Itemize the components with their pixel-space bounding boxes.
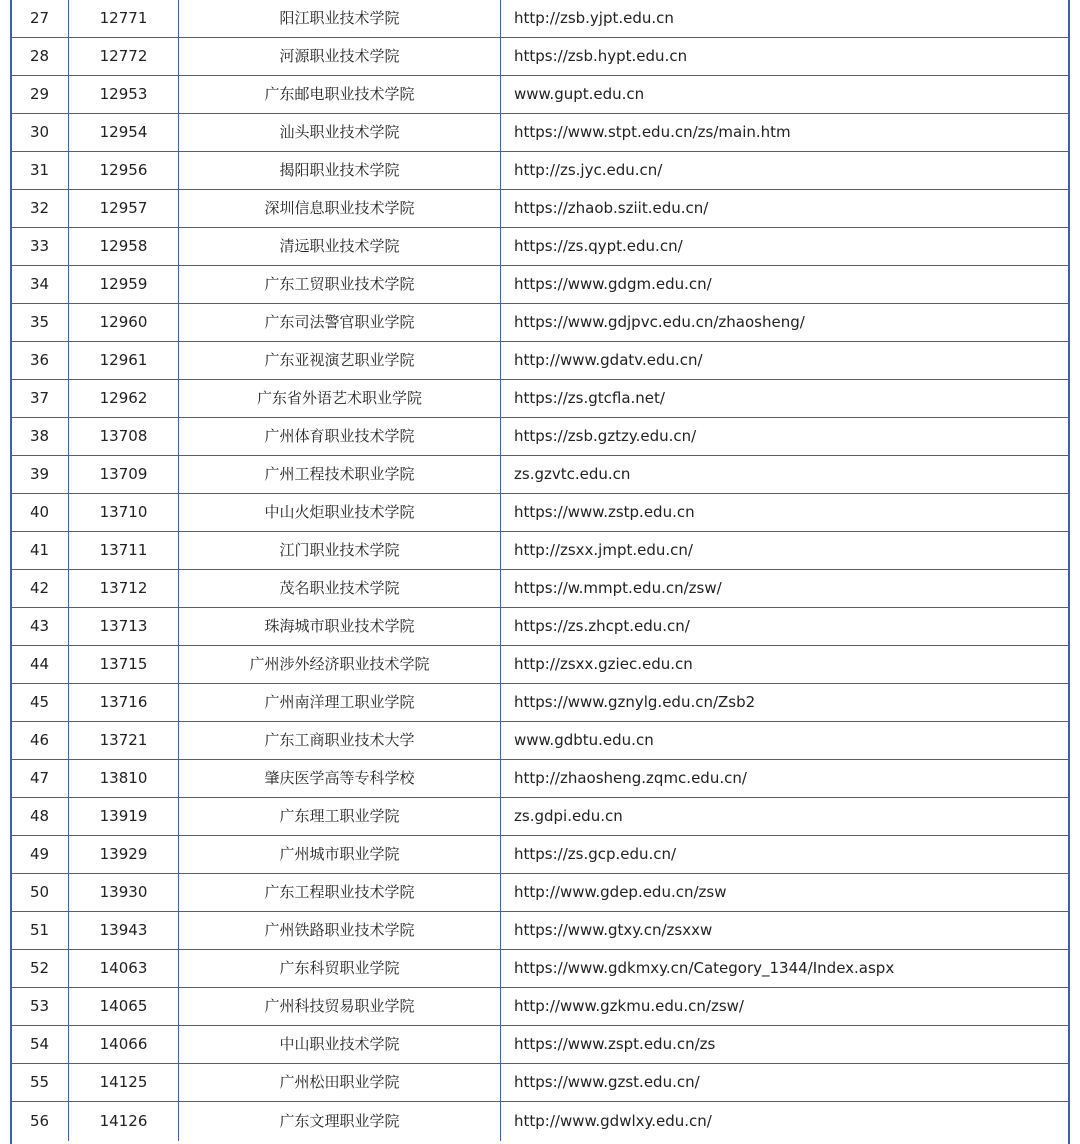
table-row: [11, 532, 1070, 570]
row-number-cell: 44: [11, 646, 69, 684]
institution-code-cell: 13716: [69, 684, 179, 722]
table-row: [11, 760, 1070, 798]
institution-code-cell: 12959: [69, 266, 179, 304]
table-row: [11, 304, 1070, 342]
table-row: [11, 342, 1070, 380]
row-number-cell: 41: [11, 532, 69, 570]
institution-name-cell: 深圳信息职业技术学院: [179, 190, 501, 228]
admissions-url-cell: http://www.gzkmu.edu.cn/zsw/: [501, 988, 1070, 1026]
institution-name-cell: 广东工贸职业技术学院: [179, 266, 501, 304]
admissions-url-cell: https://www.zstp.edu.cn: [501, 494, 1070, 532]
row-number-cell: 29: [11, 76, 69, 114]
table-row: [11, 798, 1070, 836]
table-body: [11, 0, 1070, 1141]
institution-name-cell: 广州科技贸易职业学院: [179, 988, 501, 1026]
admissions-url-cell: http://zsxx.gziec.edu.cn: [501, 646, 1070, 684]
row-number-cell: 27: [11, 0, 69, 38]
table-row: [11, 190, 1070, 228]
institution-code-cell: 12771: [69, 0, 179, 38]
institution-name-cell: 广东省外语艺术职业学院: [179, 380, 501, 418]
admissions-url-cell: http://www.gdatv.edu.cn/: [501, 342, 1070, 380]
institution-name-cell: 广东邮电职业技术学院: [179, 76, 501, 114]
admissions-url-cell: https://zs.qypt.edu.cn/: [501, 228, 1070, 266]
institution-code-cell: 13712: [69, 570, 179, 608]
row-number-cell: 51: [11, 912, 69, 950]
table-row: [11, 684, 1070, 722]
table-row: [11, 950, 1070, 988]
institution-name-cell: 清远职业技术学院: [179, 228, 501, 266]
admissions-url-cell: https://www.gtxy.cn/zsxxw: [501, 912, 1070, 950]
institution-name-cell: 广东工商职业技术大学: [179, 722, 501, 760]
institution-name-cell: 江门职业技术学院: [179, 532, 501, 570]
row-number-cell: 42: [11, 570, 69, 608]
institution-code-cell: 14063: [69, 950, 179, 988]
row-number-cell: 54: [11, 1026, 69, 1064]
institution-name-cell: 广东亚视演艺职业学院: [179, 342, 501, 380]
institution-code-cell: 13708: [69, 418, 179, 456]
institution-code-cell: 14126: [69, 1102, 179, 1142]
table-row: [11, 836, 1070, 874]
admissions-url-cell: https://www.zspt.edu.cn/zs: [501, 1026, 1070, 1064]
institution-name-cell: 河源职业技术学院: [179, 38, 501, 76]
admissions-url-cell: www.gupt.edu.cn: [501, 76, 1070, 114]
admissions-url-cell: https://www.gzst.edu.cn/: [501, 1064, 1070, 1102]
row-number-cell: 32: [11, 190, 69, 228]
admissions-table: [10, 0, 1070, 1141]
admissions-url-cell: https://zs.zhcpt.edu.cn/: [501, 608, 1070, 646]
institution-name-cell: 广东理工职业学院: [179, 798, 501, 836]
institution-code-cell: 12956: [69, 152, 179, 190]
table-row: [11, 266, 1070, 304]
institution-code-cell: 13709: [69, 456, 179, 494]
row-number-cell: 46: [11, 722, 69, 760]
admissions-url-cell: https://zsb.hypt.edu.cn: [501, 38, 1070, 76]
row-number-cell: 40: [11, 494, 69, 532]
table-row: [11, 76, 1070, 114]
table-row: [11, 418, 1070, 456]
institution-name-cell: 汕头职业技术学院: [179, 114, 501, 152]
institution-code-cell: 13943: [69, 912, 179, 950]
institution-code-cell: 13713: [69, 608, 179, 646]
table-row: [11, 380, 1070, 418]
admissions-url-cell: http://zsb.yjpt.edu.cn: [501, 0, 1070, 38]
institution-name-cell: 茂名职业技术学院: [179, 570, 501, 608]
institution-name-cell: 阳江职业技术学院: [179, 0, 501, 38]
institution-code-cell: 12960: [69, 304, 179, 342]
institution-name-cell: 广东文理职业学院: [179, 1102, 501, 1142]
table-row: [11, 912, 1070, 950]
institution-code-cell: 13930: [69, 874, 179, 912]
institution-code-cell: 12957: [69, 190, 179, 228]
table-row: [11, 114, 1070, 152]
admissions-url-cell: http://zs.jyc.edu.cn/: [501, 152, 1070, 190]
institution-name-cell: 广州铁路职业技术学院: [179, 912, 501, 950]
row-number-cell: 33: [11, 228, 69, 266]
institution-name-cell: 中山职业技术学院: [179, 1026, 501, 1064]
table-row: [11, 722, 1070, 760]
admissions-url-cell: https://zs.gcp.edu.cn/: [501, 836, 1070, 874]
institution-code-cell: 13711: [69, 532, 179, 570]
admissions-url-cell: https://www.gdkmxy.cn/Category_1344/Index.aspx: [501, 950, 1070, 988]
institution-code-cell: 12958: [69, 228, 179, 266]
row-number-cell: 39: [11, 456, 69, 494]
row-number-cell: 28: [11, 38, 69, 76]
table-row: [11, 494, 1070, 532]
admissions-url-cell: zs.gdpi.edu.cn: [501, 798, 1070, 836]
institution-name-cell: 广州工程技术职业学院: [179, 456, 501, 494]
table-row: [11, 152, 1070, 190]
row-number-cell: 43: [11, 608, 69, 646]
institution-name-cell: 广州城市职业学院: [179, 836, 501, 874]
admissions-url-cell: https://zsb.gztzy.edu.cn/: [501, 418, 1070, 456]
admissions-url-cell: http://zsxx.jmpt.edu.cn/: [501, 532, 1070, 570]
table-row: [11, 988, 1070, 1026]
row-number-cell: 50: [11, 874, 69, 912]
admissions-url-cell: https://w.mmpt.edu.cn/zsw/: [501, 570, 1070, 608]
table-row: [11, 0, 1070, 38]
institution-code-cell: 13715: [69, 646, 179, 684]
institution-name-cell: 中山火炬职业技术学院: [179, 494, 501, 532]
institution-code-cell: 12772: [69, 38, 179, 76]
table-left-edge: [10, 0, 12, 1144]
row-number-cell: 45: [11, 684, 69, 722]
row-number-cell: 53: [11, 988, 69, 1026]
table-row: [11, 608, 1070, 646]
admissions-url-cell: https://zs.gtcfla.net/: [501, 380, 1070, 418]
institution-code-cell: 14066: [69, 1026, 179, 1064]
row-number-cell: 49: [11, 836, 69, 874]
table-row: [11, 646, 1070, 684]
row-number-cell: 31: [11, 152, 69, 190]
table-row: [11, 38, 1070, 76]
table-row: [11, 228, 1070, 266]
institution-name-cell: 珠海城市职业技术学院: [179, 608, 501, 646]
institution-name-cell: 广州体育职业技术学院: [179, 418, 501, 456]
table-row: [11, 570, 1070, 608]
institution-name-cell: 广东工程职业技术学院: [179, 874, 501, 912]
institution-name-cell: 广州南洋理工职业学院: [179, 684, 501, 722]
row-number-cell: 35: [11, 304, 69, 342]
institution-code-cell: 14125: [69, 1064, 179, 1102]
table-row: [11, 874, 1070, 912]
table-right-edge: [1068, 0, 1070, 1144]
table-row: [11, 456, 1070, 494]
admissions-url-cell: www.gdbtu.edu.cn: [501, 722, 1070, 760]
institution-name-cell: 广东司法警官职业学院: [179, 304, 501, 342]
institution-name-cell: 广州涉外经济职业技术学院: [179, 646, 501, 684]
table-row: [11, 1064, 1070, 1102]
institution-code-cell: 13710: [69, 494, 179, 532]
institution-code-cell: 12962: [69, 380, 179, 418]
admissions-url-cell: https://www.gznylg.edu.cn/Zsb2: [501, 684, 1070, 722]
admissions-url-cell: zs.gzvtc.edu.cn: [501, 456, 1070, 494]
institution-code-cell: 13721: [69, 722, 179, 760]
admissions-url-cell: https://www.gdjpvc.edu.cn/zhaosheng/: [501, 304, 1070, 342]
institution-name-cell: 肇庆医学高等专科学校: [179, 760, 501, 798]
table-row: [11, 1026, 1070, 1064]
row-number-cell: 38: [11, 418, 69, 456]
admissions-url-cell: https://www.gdgm.edu.cn/: [501, 266, 1070, 304]
institution-code-cell: 13919: [69, 798, 179, 836]
institution-code-cell: 12953: [69, 76, 179, 114]
row-number-cell: 48: [11, 798, 69, 836]
institution-name-cell: 揭阳职业技术学院: [179, 152, 501, 190]
row-number-cell: 55: [11, 1064, 69, 1102]
row-number-cell: 52: [11, 950, 69, 988]
row-number-cell: 36: [11, 342, 69, 380]
admissions-url-cell: http://zhaosheng.zqmc.edu.cn/: [501, 760, 1070, 798]
row-number-cell: 30: [11, 114, 69, 152]
row-number-cell: 56: [11, 1102, 69, 1142]
row-number-cell: 34: [11, 266, 69, 304]
row-number-cell: 47: [11, 760, 69, 798]
institution-name-cell: 广东科贸职业学院: [179, 950, 501, 988]
institution-code-cell: 13929: [69, 836, 179, 874]
row-number-cell: 37: [11, 380, 69, 418]
institution-code-cell: 14065: [69, 988, 179, 1026]
admissions-url-cell: https://zhaob.sziit.edu.cn/: [501, 190, 1070, 228]
institution-code-cell: 12954: [69, 114, 179, 152]
table-row: [11, 1102, 1070, 1142]
admissions-url-cell: http://www.gdwlxy.edu.cn/: [501, 1102, 1070, 1142]
institution-name-cell: 广州松田职业学院: [179, 1064, 501, 1102]
admissions-url-cell: http://www.gdep.edu.cn/zsw: [501, 874, 1070, 912]
admissions-url-cell: https://www.stpt.edu.cn/zs/main.htm: [501, 114, 1070, 152]
institution-code-cell: 12961: [69, 342, 179, 380]
institution-code-cell: 13810: [69, 760, 179, 798]
